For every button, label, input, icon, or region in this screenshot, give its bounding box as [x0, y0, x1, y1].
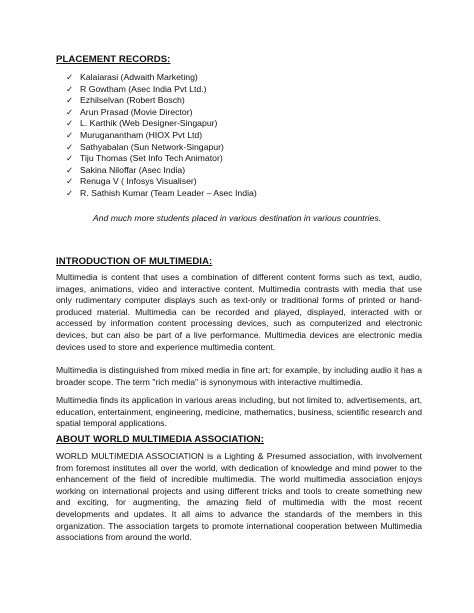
list-item	[66, 107, 257, 119]
association-paragraph: WORLD MULTIMEDIA ASSOCIATION is a Lighting & Presumed association, with involvement from foremost institutes all over the world, with dedication of knowledge and mind power to the enhancement of the field of incredible multimedia. The world multimedia association enjoys working on international projects and using different tricks and tools to create something new and exciting, for augmenting, the amazing field of multimedia with the most recent developments and updates. It all aims to advance the standards of the members in this organization. The association targets to promote international cooperation between Multimedia associations from around the world.	[56, 451, 422, 543]
list-item	[66, 130, 257, 142]
intro-paragraph-1: Multimedia is content that uses a combination of different content forms such as text, audio, images, animations, video and interactive content. Multimedia contrasts with media that use only rudimentary computer displays such as text-only or traditional forms of printed or hand-produced material. Multimedia can be recorded and played, displayed, interacted with or accessed by information content processing devices, such as computerized and electronic devices, but can also be part of a live performance. Multimedia devices are electronic media devices used to store and experience multimedia content.	[56, 272, 422, 352]
checkmark-icon: ✓	[66, 106, 74, 117]
list-item-text: Sakina Niloffar (Asec India)	[80, 164, 186, 175]
list-item-text: Muruganantham (HIOX Pvt Ltd)	[80, 129, 203, 140]
checkmark-icon: ✓	[66, 83, 74, 94]
checkmark-icon: ✓	[66, 95, 74, 106]
list-item	[66, 118, 257, 130]
list-item-text: Arun Prasad (Movie Director)	[80, 106, 193, 117]
list-item	[66, 72, 257, 84]
checkmark-icon: ✓	[66, 129, 74, 140]
checkmark-icon: ✓	[66, 118, 74, 129]
list-item	[66, 188, 257, 200]
list-item	[66, 165, 257, 177]
list-item	[66, 153, 257, 165]
intro-heading: INTRODUCTION OF MULTIMEDIA:	[56, 256, 213, 267]
list-item-text: Kalaiarasi (Adwaith Marketing)	[80, 72, 198, 82]
checkmark-icon: ✓	[66, 187, 74, 198]
placement-tagline: And much more students placed in various destination in various countries.	[92, 213, 382, 223]
list-item-text: R. Sathish Kumar (Team Leader – Asec India)	[80, 187, 257, 198]
list-item-text: L. Karthik (Web Designer-Singapur)	[80, 118, 218, 129]
list-item	[66, 176, 257, 188]
list-item	[66, 95, 257, 107]
list-item-text: R Gowtham (Asec India Pvt Ltd.)	[80, 83, 207, 94]
list-item-text: Tiju Thomas (Set Info Tech Animator)	[80, 153, 223, 164]
list-item	[66, 142, 257, 154]
placement-records-list	[66, 72, 257, 200]
association-heading: ABOUT WORLD MULTIMEDIA ASSOCIATION:	[56, 434, 264, 445]
list-item	[66, 84, 257, 96]
list-item-text: Sathyabalan (Sun Network-Singapur)	[80, 141, 224, 152]
checkmark-icon: ✓	[66, 72, 74, 82]
intro-paragraph-2: Multimedia is distinguished from mixed media in fine art; for example, by including audio it has a broader scope. The term "rich media" is synonymous with interactive multimedia.	[56, 365, 422, 387]
placement-records-heading: PLACEMENT RECORDS:	[56, 54, 171, 65]
checkmark-icon: ✓	[66, 176, 74, 187]
list-item-text: Renuga V ( Infosys Visualiser)	[80, 176, 197, 187]
checkmark-icon: ✓	[66, 141, 74, 152]
list-item-text: Ezhilselvan (Robert Bosch)	[80, 95, 185, 106]
checkmark-icon: ✓	[66, 153, 74, 164]
checkmark-icon: ✓	[66, 164, 74, 175]
intro-paragraph-3: Multimedia finds its application in various areas including, but not limited to, advertisements, art, education, entertainment, engineering, medicine, mathematics, business, scientific research and spatial temporal applications.	[56, 395, 422, 429]
